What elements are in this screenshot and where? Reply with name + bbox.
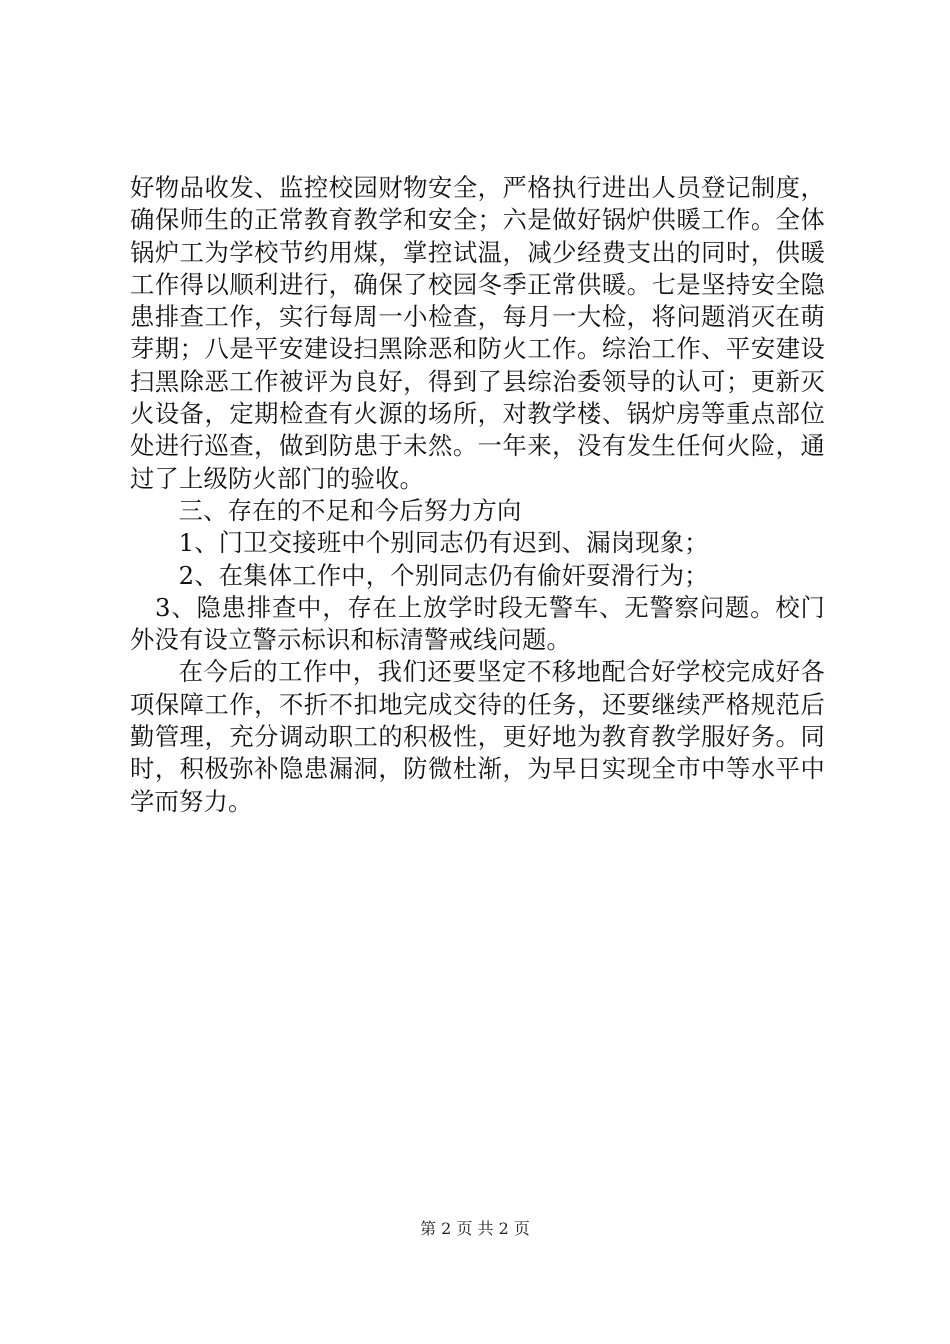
document-body <box>130 172 825 818</box>
list-item: 3、隐患排查中，存在上放学时段无警车、无警察问题。校门外没有设立警示标识和标清警戒线问题。 <box>130 592 825 655</box>
paragraph-continued: 好物品收发、监控校园财物安全，严格执行进出人员登记制度，确保师生的正常教育教学和安全；六是做好锅炉供暖工作。全体锅炉工为学校节约用煤，掌控试温，减少经费支出的同时，供暖工作得以顺利进行，确保了校园冬季正常供暖。七是坚持安全隐患排查工作，实行每周一小检查，每月一大检，将问题消灭在萌芽期；八是平安建设扫黑除恶和防火工作。综治工作、平安建设扫黑除恶工作被评为良好，得到了县综治委领导的认可；更新灭火设备，定期检查有火源的场所，对教学楼、锅炉房等重点部位处进行巡查，做到防患于未然。一年来，没有发生任何火险，通过了上级防火部门的验收。 <box>130 173 825 493</box>
paragraph-conclusion: 在今后的工作中，我们还要坚定不移地配合好学校完成好各项保障工作，不折不扣地完成交待的任务，还要继续严格规范后勤管理，充分调动职工的积极性，更好地为教育教学服好务。同时，积极弥补隐患漏洞，防微杜渐，为早日实现全市中等水平中学而努力。 <box>130 657 825 816</box>
page-number-label: 第 2 页 共 2 页 <box>420 1219 530 1238</box>
section-heading: 三、存在的不足和今后努力方向 <box>178 495 522 525</box>
list-item: 1、门卫交接班中个别同志仍有迟到、漏岗现象； <box>178 528 709 558</box>
list-item: 2、在集体工作中，个别同志仍有偷奸耍滑行为； <box>178 560 709 590</box>
page-footer <box>0 1216 950 1239</box>
